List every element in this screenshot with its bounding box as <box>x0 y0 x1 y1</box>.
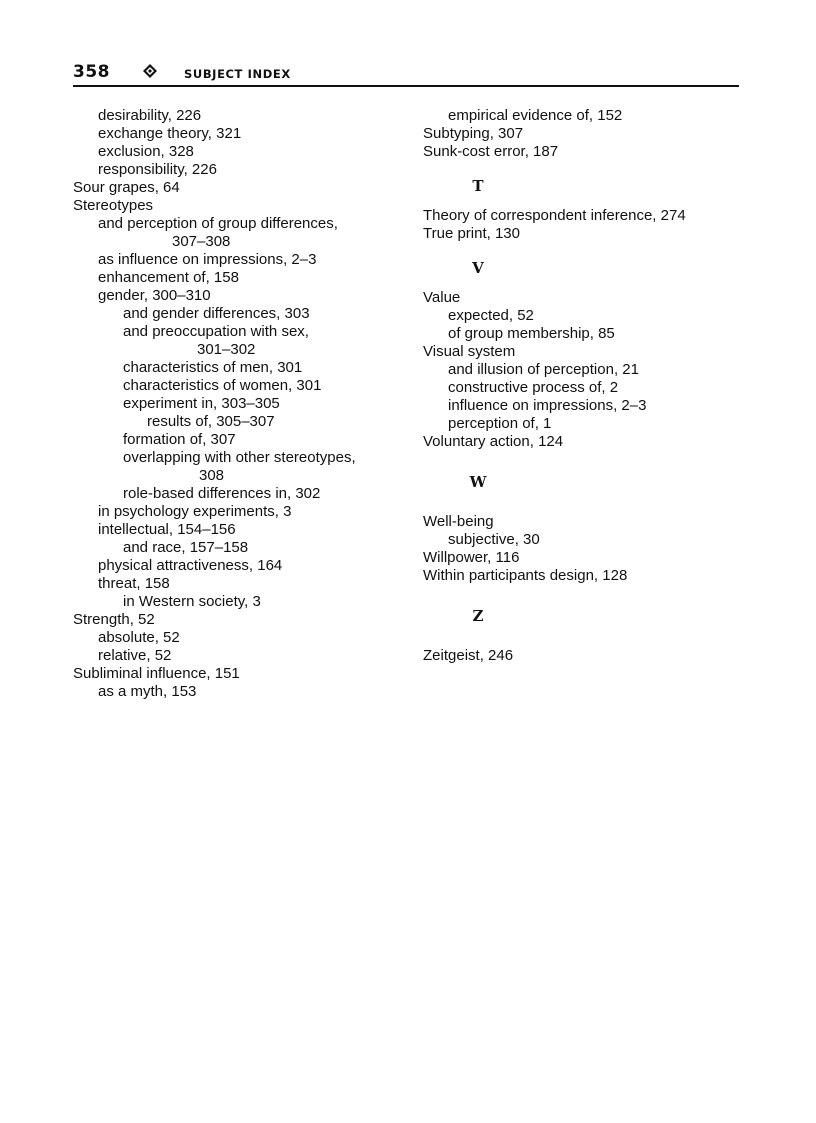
diamond-ornament-icon <box>143 64 157 78</box>
index-entry: Within participants design, 128 <box>423 567 628 584</box>
index-entry: Value <box>423 289 461 306</box>
index-entry: and illusion of perception, 21 <box>448 361 639 378</box>
index-entry: influence on impressions, 2–3 <box>448 397 647 414</box>
index-entry: Subtyping, 307 <box>423 125 524 142</box>
index-entry: Subliminal influence, 151 <box>73 665 240 682</box>
index-entry: Voluntary action, 124 <box>423 433 564 450</box>
index-entry: gender, 300–310 <box>98 287 211 304</box>
index-entry: and preoccupation with sex, <box>123 323 309 340</box>
index-entry: Sunk-cost error, 187 <box>423 143 559 160</box>
index-entry: role-based differences in, 302 <box>123 485 321 502</box>
index-entry-continuation: 307–308 <box>172 233 231 250</box>
index-entry: and gender differences, 303 <box>123 305 310 322</box>
section-letter-v: V <box>472 259 484 277</box>
index-entry: absolute, 52 <box>98 629 180 646</box>
index-entry: Willpower, 116 <box>423 549 520 566</box>
index-entry: perception of, 1 <box>448 415 552 432</box>
running-head: SUBJECT INDEX <box>184 67 291 81</box>
index-entry: Theory of correspondent inference, 274 <box>423 207 686 224</box>
index-entry: as influence on impressions, 2–3 <box>98 251 317 268</box>
index-entry: threat, 158 <box>98 575 170 592</box>
index-entry: Stereotypes <box>73 197 154 214</box>
index-entry: experiment in, 303–305 <box>123 395 280 412</box>
index-entry: responsibility, 226 <box>98 161 217 178</box>
index-entry: True print, 130 <box>423 225 520 242</box>
page-header <box>73 58 739 88</box>
index-entry: overlapping with other stereotypes, <box>123 449 356 466</box>
index-entry-continuation: 301–302 <box>197 341 256 358</box>
index-entry: and race, 157–158 <box>123 539 249 556</box>
index-entry: Well-being <box>423 513 494 530</box>
header-rule <box>73 85 739 87</box>
index-entry: in Western society, 3 <box>123 593 261 610</box>
index-entry: intellectual, 154–156 <box>98 521 236 538</box>
section-letter-z: Z <box>472 607 484 625</box>
index-entry: exchange theory, 321 <box>98 125 242 142</box>
index-entry: in psychology experiments, 3 <box>98 503 292 520</box>
index-entry: and perception of group differences, <box>98 215 338 232</box>
index-entry: results of, 305–307 <box>147 413 275 430</box>
index-entry: relative, 52 <box>98 647 172 664</box>
section-letter-w: W <box>469 473 487 491</box>
index-entry: enhancement of, 158 <box>98 269 239 286</box>
index-entry: as a myth, 153 <box>98 683 197 700</box>
index-entry: exclusion, 328 <box>98 143 194 160</box>
index-entry: characteristics of women, 301 <box>123 377 322 394</box>
index-entry-continuation: 308 <box>199 467 225 484</box>
index-entry: of group membership, 85 <box>448 325 615 342</box>
section-letter-t: T <box>472 177 484 195</box>
index-entry: Sour grapes, 64 <box>73 179 180 196</box>
index-entry: Strength, 52 <box>73 611 155 628</box>
index-entry: subjective, 30 <box>448 531 540 548</box>
index-entry: Zeitgeist, 246 <box>423 647 514 664</box>
index-entry: physical attractiveness, 164 <box>98 557 283 574</box>
index-entry: characteristics of men, 301 <box>123 359 303 376</box>
index-column-left <box>73 107 403 701</box>
index-entry: constructive process of, 2 <box>448 379 619 396</box>
index-entry: desirability, 226 <box>98 107 202 124</box>
index-entry: Visual system <box>423 343 516 360</box>
page-number: 358 <box>73 62 110 82</box>
index-entry: formation of, 307 <box>123 431 236 448</box>
index-entry: expected, 52 <box>448 307 534 324</box>
index-column-right <box>423 107 743 665</box>
index-entry: empirical evidence of, 152 <box>448 107 623 124</box>
